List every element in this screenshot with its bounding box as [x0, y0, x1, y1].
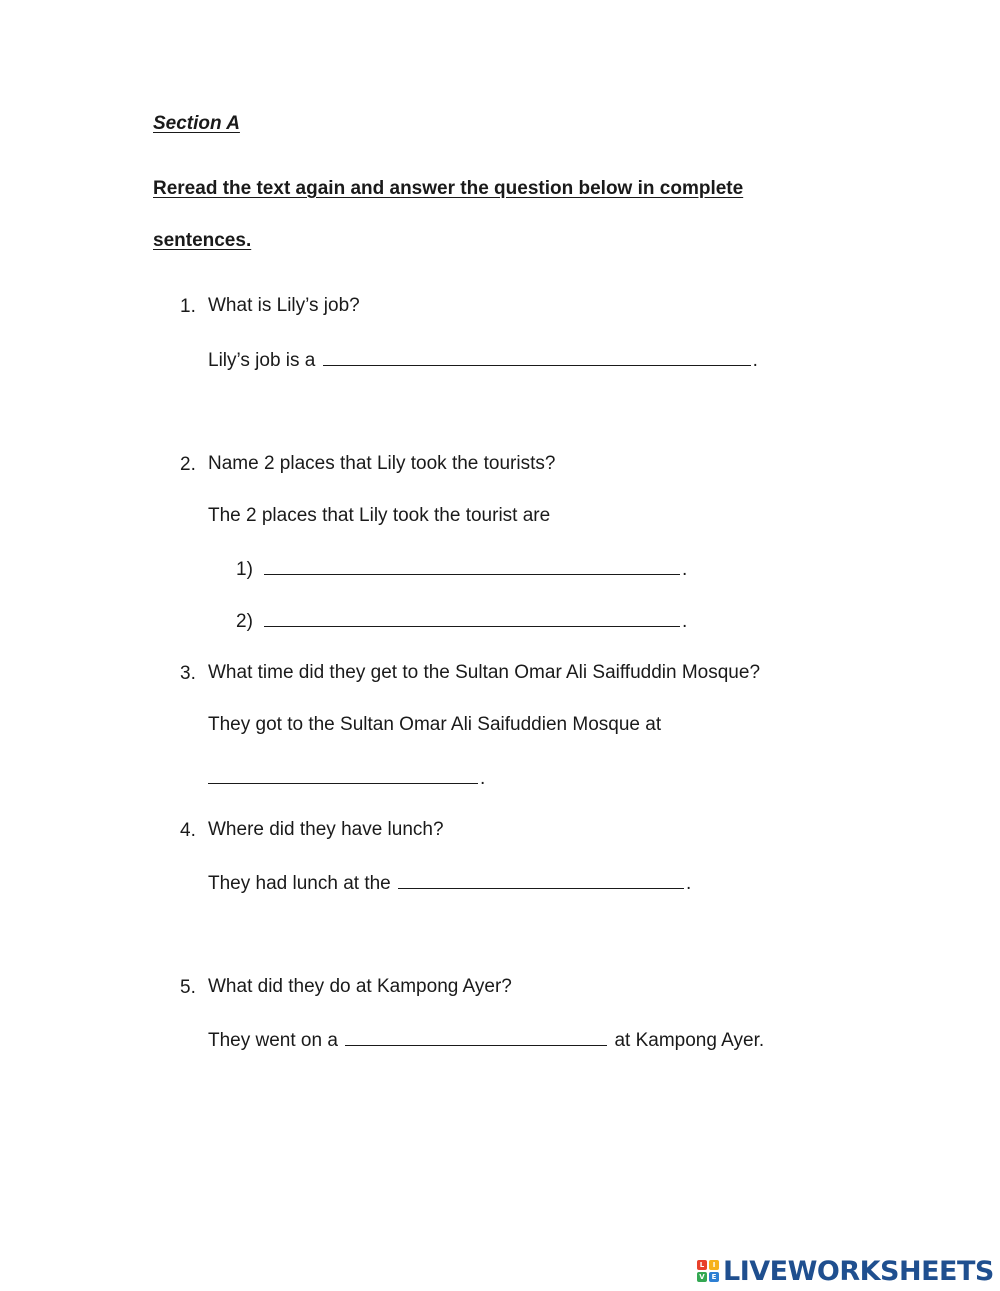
question-1-text: What is Lily’s job? — [208, 295, 360, 316]
liveworksheets-logo — [697, 1256, 994, 1286]
logo-cube: E — [709, 1272, 719, 1282]
answer-5-prefix: They went on a — [208, 1030, 338, 1051]
logo-cube: L — [697, 1260, 707, 1270]
logo-cube: V — [697, 1272, 707, 1282]
answer-3-blank[interactable] — [208, 767, 478, 784]
answer-2-blank-1-line — [262, 558, 687, 579]
answer-2-prefix: The 2 places that Lily took the tourist are — [208, 505, 551, 526]
logo-cubes-icon — [697, 1260, 719, 1282]
logo-cube: I — [709, 1260, 719, 1270]
answer-5-line — [208, 1029, 764, 1050]
question-5-text: What did they do at Kampong Ayer? — [208, 976, 512, 997]
answer-4-blank[interactable] — [398, 872, 684, 889]
question-2-text: Name 2 places that Lily took the tourists? — [208, 453, 556, 474]
answer-2-blank-1[interactable] — [264, 558, 680, 575]
answer-1-line — [208, 349, 758, 370]
answer-3-blank-line — [206, 767, 485, 788]
answer-3-suffix: . — [480, 768, 486, 789]
answer-2-blank-2-line — [262, 610, 687, 631]
answer-4-suffix: . — [686, 873, 692, 894]
instruction-line-1: Reread the text again and answer the question below in complete — [153, 178, 744, 199]
answer-2-blank-2-suffix: . — [682, 611, 688, 632]
logo-text: LIVEWORKSHEETS — [723, 1255, 994, 1287]
answer-4-prefix: They had lunch at the — [208, 873, 391, 894]
sub-item-label: 2) — [236, 611, 253, 632]
answer-4-line — [208, 872, 691, 893]
answer-3-prefix: They got to the Sultan Omar Ali Saifuddien Mosque at — [208, 714, 662, 735]
question-number: 1. — [180, 296, 196, 317]
answer-1-blank[interactable] — [323, 349, 751, 366]
question-4-text: Where did they have lunch? — [208, 819, 444, 840]
answer-1-suffix: . — [752, 350, 758, 371]
answer-1-prefix: Lily’s job is a — [208, 350, 316, 371]
instruction-line-2: sentences. — [153, 230, 252, 251]
answer-2-blank-1-suffix: . — [682, 559, 688, 580]
answer-5-suffix: at Kampong Ayer. — [614, 1030, 765, 1051]
question-number: 2. — [180, 454, 196, 475]
question-number: 3. — [180, 663, 196, 684]
section-title: Section A — [153, 113, 240, 134]
answer-2-blank-2[interactable] — [264, 610, 680, 627]
question-3-text: What time did they get to the Sultan Omar Ali Saiffuddin Mosque? — [208, 662, 761, 683]
answer-5-blank[interactable] — [345, 1029, 607, 1046]
sub-item-label: 1) — [236, 559, 253, 580]
question-number: 5. — [180, 977, 196, 998]
question-number: 4. — [180, 820, 196, 841]
